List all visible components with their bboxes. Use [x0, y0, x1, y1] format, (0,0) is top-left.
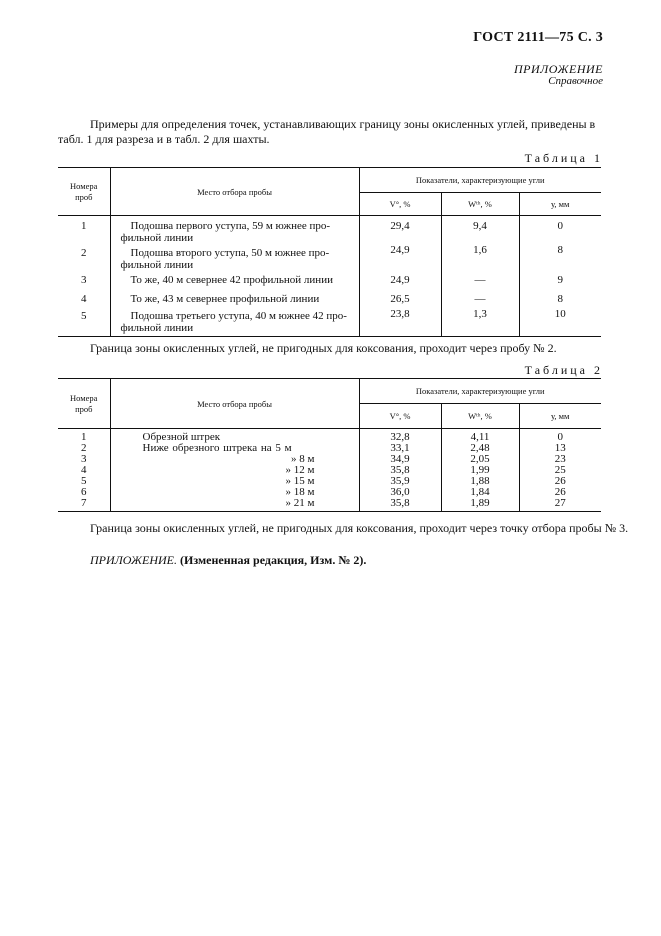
- table2-header-v: V°, %: [359, 404, 441, 429]
- table2-header-num: Номера проб: [58, 379, 110, 429]
- table1-note: Граница зоны окисленных углей, не пригодных для коксования, проходит через пробу № 2.: [90, 341, 557, 355]
- table2: [58, 378, 601, 512]
- appendix-type: Справочное: [548, 75, 603, 87]
- table1-header-num: Номера проб: [58, 168, 110, 216]
- table-row: 1 Обрезной штрек 32,8 4,11 0: [58, 432, 601, 443]
- table2-header-place: Место отбора пробы: [110, 379, 359, 429]
- table-row: 3 » 8 м 34,9 2,05 23: [58, 454, 601, 465]
- footer-italic: ПРИЛОЖЕНИЕ.: [90, 553, 177, 567]
- footer-bold: (Измененная редакция, Изм. № 2).: [179, 553, 367, 567]
- table1-header-w: Wᵗʰ, %: [441, 193, 519, 216]
- table2-note: Граница зоны окисленных углей, не пригодных для коксования, проходит через точку отбора пробы № 3.: [90, 521, 629, 535]
- table2-caption: Таблица 2: [524, 363, 603, 377]
- table1-header-y: у, мм: [519, 193, 601, 216]
- intro-paragraph: Примеры для определения точек, устанавливающих границу зоны окисленных углей, приведены в табл. 1 для разреза и в табл. 2 для шахты.: [58, 117, 596, 146]
- table1-header-place: Место отбора пробы: [110, 168, 359, 216]
- table2-header-w: Wᵗʰ, %: [441, 404, 519, 429]
- table1-header-v: V°, %: [359, 193, 441, 216]
- table-row: 5 Подошва третьего уступа, 40 м южнее 42 про- фильной линии 23,8 1,3 10: [58, 308, 601, 337]
- table-row: 4 » 12 м 35,8 1,99 25: [58, 465, 601, 476]
- footer-note: [90, 553, 366, 568]
- table-row: 1 Подошва первого уступа, 59 м южнее про- фильной линии 29,4 9,4 0: [58, 220, 601, 244]
- table-row: 4 То же, 43 м севернее профильной линии 26,5 — 8: [58, 290, 601, 308]
- table2-header-group: Показатели, характеризующие угли: [359, 379, 601, 404]
- table-row: 2 Подошва второго уступа, 50 м южнее про- фильной линии 24,9 1,6 8: [58, 244, 601, 271]
- appendix-label: ПРИЛОЖЕНИЕ: [514, 62, 603, 76]
- table-row: 7 » 21 м 35,8 1,89 27: [58, 498, 601, 512]
- table1-caption: Таблица 1: [524, 151, 603, 165]
- page-header: ГОСТ 2111—75 С. 3: [473, 30, 603, 45]
- table1-header-group: Показатели, характеризующие угли: [359, 168, 601, 193]
- table-row: 3 То же, 40 м севернее 42 профильной линии 24,9 — 9: [58, 271, 601, 290]
- table-row: 6 » 18 м 36,0 1,84 26: [58, 487, 601, 498]
- table-row: 2 Ниже обрезного штрека на 5 м 33,1 2,48 13: [58, 443, 601, 454]
- table1: [58, 167, 601, 337]
- table2-header-y: у, мм: [519, 404, 601, 429]
- table-row: 5 » 15 м 35,9 1,88 26: [58, 476, 601, 487]
